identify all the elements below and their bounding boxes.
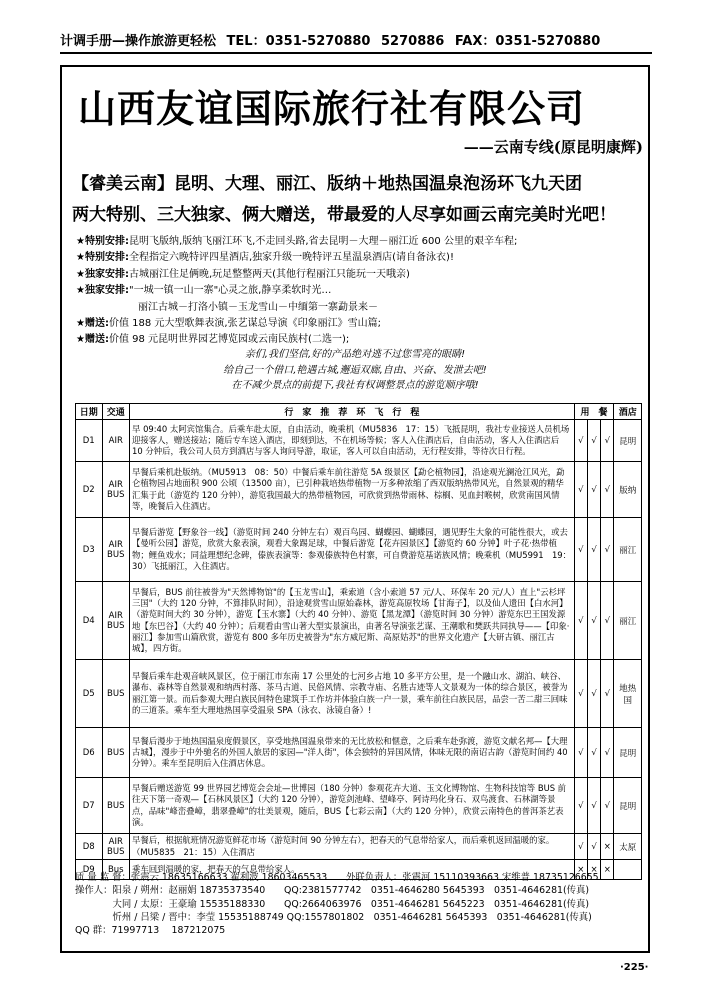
special-item: ★赠送:价值 98 元昆明世界园艺博览园或云南民族村(二选一);: [76, 334, 350, 346]
banner-slogan: 两大特别、三大独家、俩大赠送，带最爱的人尽享如画云南完美时光吧！: [72, 205, 616, 225]
header-bar: [60, 30, 652, 54]
table-row: D3 AIR BUS 早餐后游览【野象谷一线】（游览时间 240 分钟左右）观百鸟园、蝴蝶园、蝴蝶园，遇见野生大象的可能性很大，或去【曼听公园】游览，欣赏大象表演，观看大象踢足球，中餐后游览【花卉园景区】【游览约 60 分钟】叶子花·热带植物；鲤鱼戏水；同益理想纪念碑，傣族表演等：参观傣族特色村寨，可自费游览基诺族风情；晚乘机（MU5991 19：30）飞抵丽江，入住酒店。 √ √ √ 丽江: [76, 518, 642, 582]
table-row: D2 AIR BUS 早餐后乘机赴版纳。（MU5913 08：50）中餐后乘车前往游览 5A 级景区【勐仑植物园】，沿途观光澜沧江风光，勐仑植物园占地面积 900 公顷（13500 亩），已引种栽培热带植物一万多种浓缩了西双版纳热带风光，自然景观的精华汇集于此（游览约 120 分钟），游览我国最大的热带植物园，可欣赏到热带雨林、棕榈、见血封喉树，欣赏南国风情等，晚餐后入住酒店。 √ √ √ 版纳: [76, 462, 642, 518]
special-item: 丽江古城－打洛小镇－玉龙雪山－中缅第一寨勐景来－: [138, 301, 378, 313]
contact-footer: [75, 871, 645, 937]
footer-line: 大同 / 太原：王豪瑜 15535188330 QQ:2664063976 0351-4646281 5645223 0351-4646281(传真): [75, 898, 590, 910]
col-meals: 用 餐: [574, 404, 614, 420]
banner-route: 【睿美云南】昆明、大理、丽江、版纳＋地热国温泉泡汤环飞九天团: [72, 174, 582, 194]
itinerary-table: [75, 403, 642, 880]
footer-line: 操作人：阳泉 / 朔州：赵丽娟 18735373540 QQ:2381577742 0351-4646280 5645393 0351-4646281(传真): [75, 885, 590, 897]
header-tel: TEL：0351-5270880: [226, 34, 371, 49]
col-transport: 交通: [102, 404, 130, 420]
subtitle: ——云南专线(原昆明康辉): [463, 138, 643, 156]
company-title: 山西友谊国际旅行社有限公司: [78, 86, 586, 131]
special-item: ★特别安排:全程指定六晚特评四星酒店,独家升级一晚特评五星温泉酒店(请自备泳衣)!: [76, 252, 454, 264]
table-row: D7 BUS 早餐后赠送游览 99 世界园艺博览会会址—世博园（180 分钟）参观花卉大道、玉文化博物馆、生物科技馆等 BUS 前往天下第一奇观—【石林风景区】（大约 120 分钟），游览剑池峰、望峰亭、阿诗玛化身石、双鸟渡食、石林湖等景点，品味"峰峦叠嶂，翡翠叠嶂"的壮美景观，随后，BUS【七彩云南】（大约 120 分钟），欣赏云南特色的普洱茶艺表演。 √ √ √ 昆明: [76, 778, 642, 834]
footer-line: 质 量 监 督：张震云 18635166633 翟利波 18603465533 外联负责人：张震河 15110393663 宋维普 18735126655: [75, 872, 599, 883]
table-row: D8 AIR BUS 早餐后，根据航班情况游览鲜花市场（游览时间 90 分钟左右），把春天的气息带给家人，而后乘机返回温暖的家。（MU5835 21：15）入住酒店 √ √ × 太原: [76, 834, 642, 860]
promo-line: 在不减少景点的前提下,我社有权调整景点的游览顺序哦!: [231, 380, 479, 391]
promo-lines: [60, 347, 650, 394]
header-fax: FAX：0351-5270880: [454, 34, 601, 49]
table-row: D9 Bus 乘车回到温暖的家，把春天的气息带给家人。 × × ×: [76, 860, 642, 880]
table-row: D1 AIR 早 09:40 太阿宾馆集合。后乘车赴太原，自由活动，晚乘机（MU5836 17：15）飞抵昆明，我社专业接送人员机场迎接客人，赠送接站；随后专车送入酒店，即刻到达，不在机场等候；客人入住酒店后，自由活动，客人入住酒店后 10 分钟后，我公司人员方到酒店与客人询问导游，取证，客人可以自由活动，无行程安排，等待次日行程。 √ √ √ 昆明: [76, 420, 642, 462]
special-item: ★独家安排:"一城一镇一山一寨"心灵之旅,静享柔软时光…: [76, 285, 332, 297]
footer-line: 忻州 / 吕梁 / 晋中：李莹 15535188749 QQ:1557801802 0351-4646281 5645393 0351-4646281(传真): [75, 911, 592, 923]
table-header-row: [76, 404, 642, 420]
col-day: 日期: [76, 404, 103, 420]
promo-line: 给自己一个借口,艳遇古城,邂逅双廊,自由、兴奋、发泄去吧!: [223, 364, 487, 376]
table-row: D4 AIR BUS 早餐后，BUS 前往被誉为"天然博物馆"的【玉龙雪山】，乘索道（含小索道 57 元/人、环保车 20 元/人）直上"云杉坪三国"（大约 120 分钟，不算排队时间），沿途观赏雪山原始森林，游览高原牧场【甘海子】，以及仙人遗田【白水河】（游览时间大约 30 分钟），游览【玉水寨】（大约 40 分钟）、游览【黑龙潭】（游览时间 30 分钟）游览东巴王国发源地【东巴谷】（大约 40 分钟）；后观看由雪山著大型实景演出，由著名导演张艺谋、王潮歌和樊跃共同执导——【印象·丽江】参加雪山篇欣赏，游览有 800 多年历史被誉为"东方威尼斯、高原姑苏"的世界文化遗产【大研古镇、丽江古城】，四方街。 √ √ √ 丽江: [76, 582, 642, 660]
page-number: ·225·: [620, 962, 649, 973]
col-hotel: 酒店: [614, 404, 642, 420]
header-slogan: 计调手册—操作旅游更轻松: [60, 34, 217, 49]
special-item: ★独家安排:古城丽江住足俩晚,玩足整整两天(其他行程丽江只能玩一天哦亲): [76, 268, 410, 280]
table-row: D6 BUS 早餐后漫步于地热国温泉度假景区，享受地热国温泉带来的无比放松和惬意，之后乘车赴弥渡，游览文献名邦—【大理古城】，漫步于中外驰名的外国人旅居的家园—"洋人街"，体会独特的异国风情，体味无限的南诏古韵（游览时间约 40 分钟）。乘车至昆明后入住酒店休息。 √ √ √ 昆明: [76, 728, 642, 778]
col-itinerary: 行 家 推 荐 环 飞 行 程: [130, 404, 575, 420]
footer-line: QQ 群：71997713 187212075: [75, 925, 226, 937]
header-tel2: 5270886: [381, 34, 445, 49]
special-item: ★特别安排:昆明飞版纳,版纳飞丽江环飞,不走回头路,省去昆明－大理－丽江近 600 公里的艰辛车程;: [76, 236, 518, 247]
specials-list: [76, 234, 646, 349]
special-item: ★赠送:价值 188 元大型歌舞表演,张艺谋总导演《印象丽江》雪山篇;: [76, 318, 381, 330]
table-row: D5 BUS 早餐后乘车赴观音峡风景区，位于丽江市东南 17 公里处的七河乡占地 10 多平方公里，是一个融山水、湖泊、峡谷、瀑布、森林等自然景观和纳西村落、茶马古道、民俗风情、宗教寺庙、名胜古迹等人文景观为一体的综合景区，被誉为丽江第一景。而后参观大理白族民间特色建筑手工作坊并体验白族一户一景，乘车前往白族民居，品尝一苦二甜三回味的三道茶。乘车至大理地热国享受温泉 SPA（泳衣、泳镜自备）! √ √ √ 地热国: [76, 660, 642, 728]
promo-line: 亲们,我们坚信,好的产品绝对逃不过您雪亮的眼睛!: [244, 349, 466, 360]
